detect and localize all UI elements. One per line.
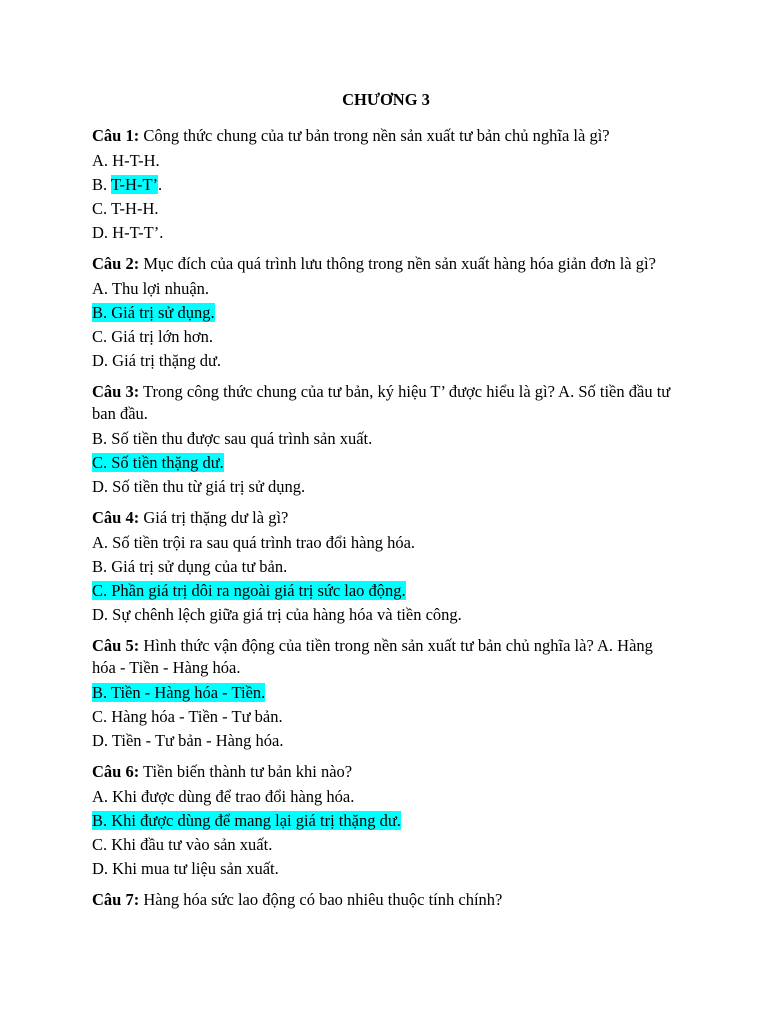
answer-option — [92, 149, 680, 173]
answer-option — [92, 197, 680, 221]
answer-option — [92, 857, 680, 881]
option-prefix: A. — [92, 151, 113, 170]
answer-option — [92, 531, 680, 555]
option-text-highlighted: B. Tiền - Hàng hóa - Tiền. — [92, 683, 266, 702]
answer-option — [92, 833, 680, 857]
option-text-highlighted: B. Khi được dùng để mang lại giá trị thặng dư. — [92, 811, 401, 830]
answer-option — [92, 475, 680, 499]
option-text: Sự chênh lệch giữa giá trị của hàng hóa và tiền công. — [112, 605, 462, 624]
answer-option — [92, 301, 680, 325]
option-prefix: D. — [92, 605, 113, 624]
question-text: Mục đích của quá trình lưu thông trong nền sản xuất hàng hóa giản đơn là gì? — [139, 254, 656, 273]
question-stem — [92, 125, 680, 147]
option-prefix: A. — [92, 787, 113, 806]
option-prefix: D. — [92, 477, 113, 496]
question-label: Câu 5: — [92, 636, 140, 655]
option-suffix: . — [158, 175, 163, 194]
question-stem — [92, 761, 680, 783]
answer-option — [92, 579, 680, 603]
answer-option — [92, 705, 680, 729]
question-stem — [92, 889, 680, 911]
option-text: H-T-H. — [112, 151, 160, 170]
question-label: Câu 1: — [92, 126, 140, 145]
option-text-highlighted: B. Giá trị sử dụng. — [92, 303, 215, 322]
question-stem — [92, 635, 680, 679]
answer-option — [92, 173, 680, 197]
question-text: Trong công thức chung của tư bản, ký hiệu T’ được hiểu là gì? A. Số tiền đầu tư ban đầu. — [92, 382, 671, 423]
option-prefix: D. — [92, 731, 112, 750]
answer-option — [92, 349, 680, 373]
answer-option — [92, 603, 680, 627]
question-stem — [92, 253, 680, 275]
option-prefix: B. — [92, 429, 112, 448]
question-text: Hàng hóa sức lao động có bao nhiêu thuộc tính chính? — [139, 890, 503, 909]
option-text-highlighted: T-H-T’ — [110, 175, 159, 194]
question-stem — [92, 381, 680, 425]
option-text: Khi được dùng để trao đổi hàng hóa. — [112, 787, 355, 806]
option-text: Thu lợi nhuận. — [111, 279, 210, 298]
option-text: Tiền - Tư bản - Hàng hóa. — [111, 731, 284, 750]
option-text-highlighted: C. Phần giá trị dôi ra ngoài giá trị sức lao động. — [92, 581, 406, 600]
option-text: Khi mua tư liệu sản xuất. — [112, 859, 279, 878]
option-prefix: D. — [92, 351, 113, 370]
question-list — [92, 125, 680, 911]
question-7 — [92, 889, 680, 911]
option-text: H-T-T’. — [112, 223, 164, 242]
answer-option — [92, 729, 680, 753]
option-text-highlighted: C. Số tiền thặng dư. — [92, 453, 224, 472]
question-label: Câu 7: — [92, 890, 140, 909]
option-prefix: B. — [92, 557, 112, 576]
option-text: Số tiền trội ra sau quá trình trao đổi hàng hóa. — [112, 533, 416, 552]
question-label: Câu 6: — [92, 762, 140, 781]
question-1 — [92, 125, 680, 245]
answer-option — [92, 809, 680, 833]
question-stem — [92, 507, 680, 529]
answer-option — [92, 277, 680, 301]
option-text: Số tiền thu từ giá trị sử dụng. — [112, 477, 306, 496]
question-label: Câu 3: — [92, 382, 140, 401]
answer-option — [92, 681, 680, 705]
answer-option — [92, 451, 680, 475]
question-6 — [92, 761, 680, 881]
option-prefix: A. — [92, 533, 113, 552]
option-text: T-H-H. — [110, 199, 159, 218]
question-4 — [92, 507, 680, 627]
question-2 — [92, 253, 680, 373]
option-text: Giá trị lớn hơn. — [111, 327, 214, 346]
option-prefix: D. — [92, 223, 113, 242]
option-prefix: C. — [92, 327, 112, 346]
option-text: Hàng hóa - Tiền - Tư bản. — [111, 707, 283, 726]
question-text: Giá trị thặng dư là gì? — [139, 508, 289, 527]
question-label: Câu 4: — [92, 508, 140, 527]
document-page — [92, 88, 680, 919]
question-text: Công thức chung của tư bản trong nền sản xuất tư bản chủ nghĩa là gì? — [139, 126, 610, 145]
question-5 — [92, 635, 680, 753]
answer-option — [92, 785, 680, 809]
option-prefix: D. — [92, 859, 113, 878]
question-label: Câu 2: — [92, 254, 140, 273]
option-text: Khi đầu tư vào sản xuất. — [111, 835, 273, 854]
option-text: Số tiền thu được sau quá trình sản xuất. — [111, 429, 373, 448]
answer-option — [92, 325, 680, 349]
question-3 — [92, 381, 680, 499]
chapter-title: CHƯƠNG 3 — [342, 90, 430, 109]
question-text: Tiền biến thành tư bản khi nào? — [139, 762, 353, 781]
question-text: Hình thức vận động của tiền trong nền sản xuất tư bản chủ nghĩa là? A. Hàng hóa - Tiền - Hàng hóa. — [92, 636, 653, 677]
option-prefix: A. — [92, 279, 112, 298]
option-text: Giá trị thặng dư. — [112, 351, 222, 370]
option-prefix: C. — [92, 835, 112, 854]
answer-option — [92, 221, 680, 245]
option-text: Giá trị sử dụng của tư bản. — [111, 557, 288, 576]
option-prefix: C. — [92, 199, 111, 218]
answer-option — [92, 427, 680, 451]
answer-option — [92, 555, 680, 579]
option-prefix: C. — [92, 707, 112, 726]
option-prefix: B. — [92, 175, 111, 194]
